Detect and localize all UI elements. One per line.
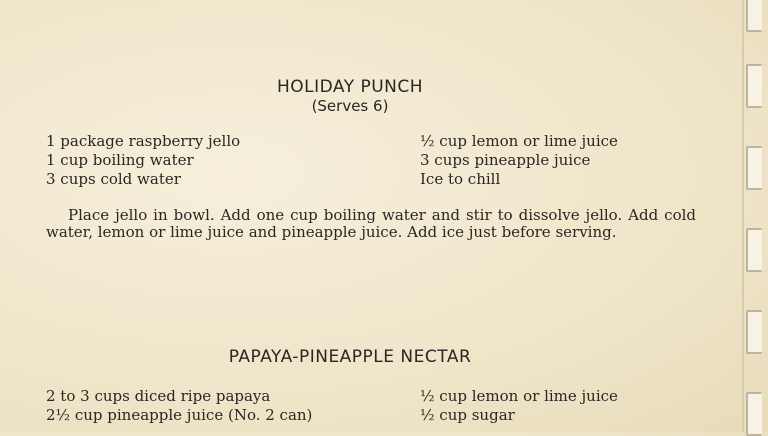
ingredient: 2 to 3 cups diced ripe papaya [46,387,271,405]
recipe1-title: HOLIDAY PUNCH [276,77,424,97]
ingredient: 3 cups cold water [46,170,181,188]
binding-ring [746,146,762,190]
ingredient: 1 cup boiling water [46,151,194,169]
recipe2-ingredients-left [46,387,312,425]
binding-ring [746,0,762,32]
page-edge [742,0,744,432]
spiral-binding [728,0,768,432]
recipe1-serves: (Serves 6) [311,97,389,115]
directions-text: Place jello in bowl. Add one cup boiling water and stir to dissolve jello. Add cold water, lemon or lime juice and pineapple juice. Add ice just before serving. [46,206,696,241]
ingredient: ½ cup lemon or lime juice [420,132,618,150]
recipe2-title: PAPAYA-PINEAPPLE NECTAR [228,347,472,367]
binding-ring [746,392,762,436]
recipe2-ingredients-right [420,387,618,425]
ingredient: ½ cup lemon or lime juice [420,387,618,405]
recipe1-directions [46,207,696,241]
ingredient: 1 package raspberry jello [46,132,241,150]
ingredient: Ice to chill [420,170,501,188]
binding-ring [746,64,762,108]
binding-ring [746,228,762,272]
ingredient: 3 cups pineapple juice [420,151,591,169]
binding-ring [746,310,762,354]
ingredient: ½ cup sugar [420,406,515,424]
recipe1-ingredients-right [420,132,618,189]
recipe1-ingredients-left [46,132,240,189]
ingredient: 2½ cup pineapple juice (No. 2 can) [46,406,313,424]
